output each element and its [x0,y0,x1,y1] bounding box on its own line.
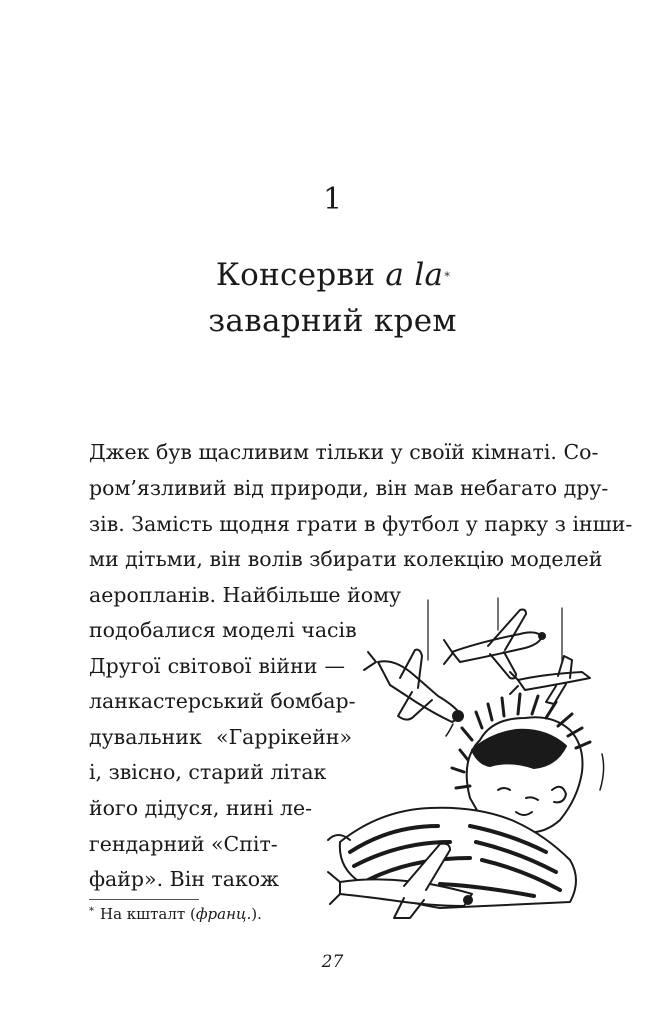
body-line: Другої світової війни — [89,654,345,678]
body-line: ми дітьми, він волів збирати колекцію моделей [89,547,603,571]
middle-model-airplane [444,610,545,679]
body-line: ланкастерський бомбар- [89,689,356,713]
chapter-number: 1 [322,182,343,217]
body-line: зів. Замість щодня грати в футбол у парку з інши- [89,512,633,536]
boy-figure [328,694,590,908]
body-line: дувальник «Гаррікейн» [89,725,352,749]
footnote-rule [89,899,199,900]
chapter-title [0,252,665,344]
footnote-reference-mark: * [444,270,451,283]
footnote-text-end: ). [251,905,262,923]
footnote-italic-text: франц. [195,905,252,923]
chapter-title-word: Консерви [215,257,376,293]
chapter-title-line-1 [0,252,665,298]
right-model-airplane [510,656,590,704]
body-line: Джек був щасливим тільки у своїй кімнаті. Со- [89,440,599,464]
boy-with-model-airplanes-illustration [320,590,620,920]
footnote [89,903,262,925]
body-line: його дідуся, нині ле- [89,796,313,820]
body-line: ром’язливий від природи, він мав небагато дру- [89,476,609,500]
chapter-title-line-2: заварний крем [208,303,457,339]
footnote-mark: * [89,906,94,917]
chapter-title-italic: a la [385,257,444,293]
footnote-text: На кшталт ( [100,905,196,923]
body-line: гендарний «Спіт- [89,832,278,856]
left-model-airplane [364,650,463,736]
body-line: і, звісно, старий літак [89,760,327,784]
body-line: файр». Він також [89,867,280,891]
body-line: подобалися моделі часів [89,618,357,642]
body-line: аеропланів. Найбільше йому [89,583,402,607]
page-number: 27 [321,952,344,972]
